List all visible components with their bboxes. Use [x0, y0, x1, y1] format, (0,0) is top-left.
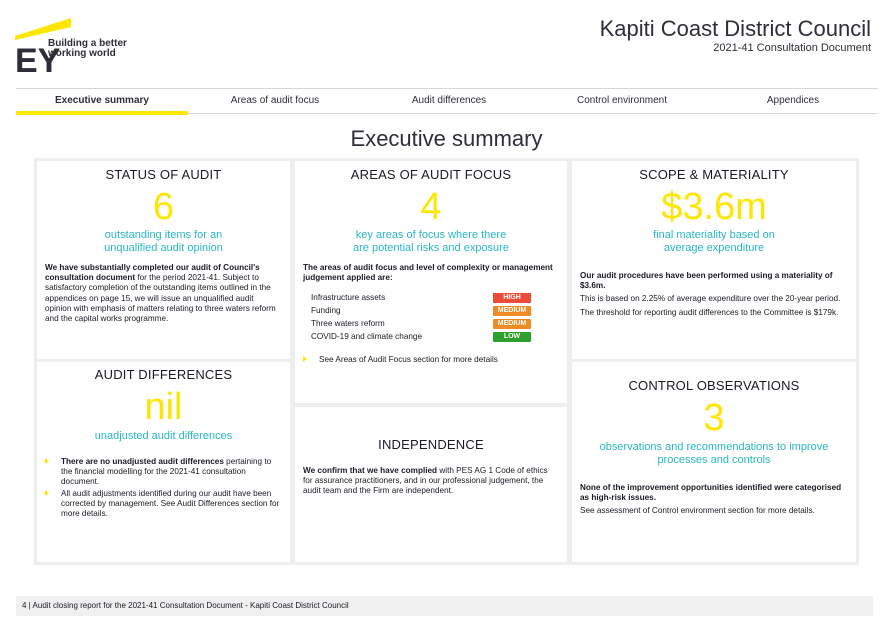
differences-bullet	[43, 489, 284, 519]
ey-logo-text: EY	[15, 42, 61, 76]
independence-body-rest: with PES AG 1 Code of ethics for assurance practitioners, and in our professional judgement, the audit team and the Firm are independent.	[303, 466, 548, 496]
differences-caption: unadjusted audit differences	[94, 430, 233, 442]
arrow-bullet-icon	[45, 458, 49, 464]
document-subtitle: 2021-41 Consultation Document	[713, 42, 871, 54]
status-of-audit-panel	[34, 158, 293, 362]
risk-badge-medium: MEDIUM	[493, 306, 531, 316]
differences-bullet-bold: There are no unadjusted audit differences	[61, 457, 224, 466]
differences-number: nil	[144, 386, 183, 428]
scope-heading: SCOPE & MATERIALITY	[639, 167, 789, 182]
differences-bullet-rest: pertaining to the financial modelling for the 2021-41 consultation document.	[61, 457, 272, 486]
control-caption-2: processes and controls	[657, 454, 771, 466]
status-caption-2: unqualified audit opinion	[104, 242, 223, 254]
focus-row-label: Infrastructure assets	[311, 293, 386, 303]
scope-para-3: The threshold for reporting audit differences to the Committee is $179k.	[580, 307, 839, 317]
status-number: 6	[152, 186, 175, 228]
areas-of-audit-focus-panel	[292, 158, 570, 406]
focus-row-label: Three waters reform	[311, 319, 385, 329]
scope-para-1: Our audit procedures have been performed using a materiality of $3.6m.	[580, 271, 833, 291]
differences-bullet	[43, 457, 284, 487]
focus-links	[301, 355, 561, 365]
focus-row	[311, 304, 531, 317]
status-caption-1: outstanding items for an	[104, 229, 223, 241]
independence-panel	[292, 404, 570, 565]
focus-row	[311, 291, 531, 304]
differences-heading: AUDIT DIFFERENCES	[94, 367, 233, 382]
status-body-rest: for the period 2021-41. Subject to satisfactory completion of the outstanding items outlined in the appendices on page 15, we will issue an unqualified audit opinion with emphasis of matters relating to three waters reform and the capital works programme.	[45, 273, 276, 324]
brand-tagline	[48, 39, 138, 59]
control-caption-1: observations and recommendations to improve	[599, 441, 829, 453]
control-number: 3	[703, 397, 725, 439]
scope-body	[578, 271, 850, 318]
status-heading: STATUS OF AUDIT	[105, 167, 222, 182]
scope-caption-2: average expenditure	[663, 242, 765, 254]
control-body	[578, 483, 850, 517]
arrow-bullet-icon	[45, 490, 49, 496]
control-para-2: See assessment of Control environment section for more details.	[580, 506, 815, 516]
focus-risk-table	[311, 291, 531, 343]
nav-tab-audit-differences[interactable]: Audit differences	[411, 95, 487, 106]
council-title: Kapiti Coast District Council	[599, 16, 871, 41]
risk-badge-medium: MEDIUM	[493, 319, 531, 329]
scope-materiality-panel	[569, 158, 859, 362]
focus-caption-2: are potential risks and exposure	[353, 242, 509, 254]
scope-para-2: This is based on 2.25% of average expenditure over the 20-year period.	[580, 294, 841, 304]
section-nav	[16, 88, 878, 114]
focus-row-label: Funding	[311, 306, 341, 316]
control-observations-panel	[569, 359, 859, 565]
differences-bullets	[43, 457, 284, 519]
independence-body	[301, 466, 561, 497]
independence-heading: INDEPENDENCE	[378, 437, 484, 452]
risk-badge-high: HIGH	[493, 293, 531, 303]
focus-link-text: See Areas of Audit Focus section for more details	[319, 355, 498, 365]
focus-caption-1: key areas of focus where there	[355, 229, 507, 241]
tagline-line-1: Building a better	[48, 38, 127, 49]
materiality-value: $3.6m	[661, 186, 767, 228]
nav-tab-control-environment[interactable]: Control environment	[576, 95, 668, 106]
page-title: Executive summary	[350, 126, 543, 151]
nav-tab-executive-summary[interactable]: Executive summary	[16, 89, 188, 113]
arrow-bullet-icon	[303, 356, 307, 362]
risk-badge-low: LOW	[493, 332, 531, 342]
status-body	[43, 263, 284, 324]
focus-row	[311, 317, 531, 330]
tagline-line-2: working world	[48, 48, 116, 59]
control-heading: CONTROL OBSERVATIONS	[628, 378, 800, 393]
audit-differences-panel	[34, 359, 293, 565]
nav-tab-appendices[interactable]: Appendices	[766, 95, 820, 106]
scope-caption-1: final materiality based on	[653, 229, 775, 241]
control-para-1: None of the improvement opportunities identified were categorised as high-risk issues.	[580, 483, 842, 503]
focus-intro: The areas of audit focus and level of complexity or management judgement applied are:	[303, 263, 553, 283]
focus-section-link[interactable]	[301, 355, 561, 365]
focus-row-label: COVID-19 and climate change	[311, 332, 423, 342]
differences-bullet-text: All audit adjustments identified during our audit have been corrected by management. See Audit Differences section for more details.	[61, 489, 280, 518]
page-footer: 4 | Audit closing report for the 2021-41 Consultation Document - Kapiti Coast District Council	[16, 596, 873, 616]
independence-body-bold: We confirm that we have complied	[303, 466, 438, 475]
focus-number: 4	[420, 186, 442, 228]
status-body-bold: We have substantially completed our audit of Council's consultation document	[45, 263, 260, 283]
focus-row	[311, 330, 531, 343]
nav-tab-areas-of-audit-focus[interactable]: Areas of audit focus	[230, 95, 320, 106]
focus-heading: AREAS OF AUDIT FOCUS	[350, 167, 512, 182]
